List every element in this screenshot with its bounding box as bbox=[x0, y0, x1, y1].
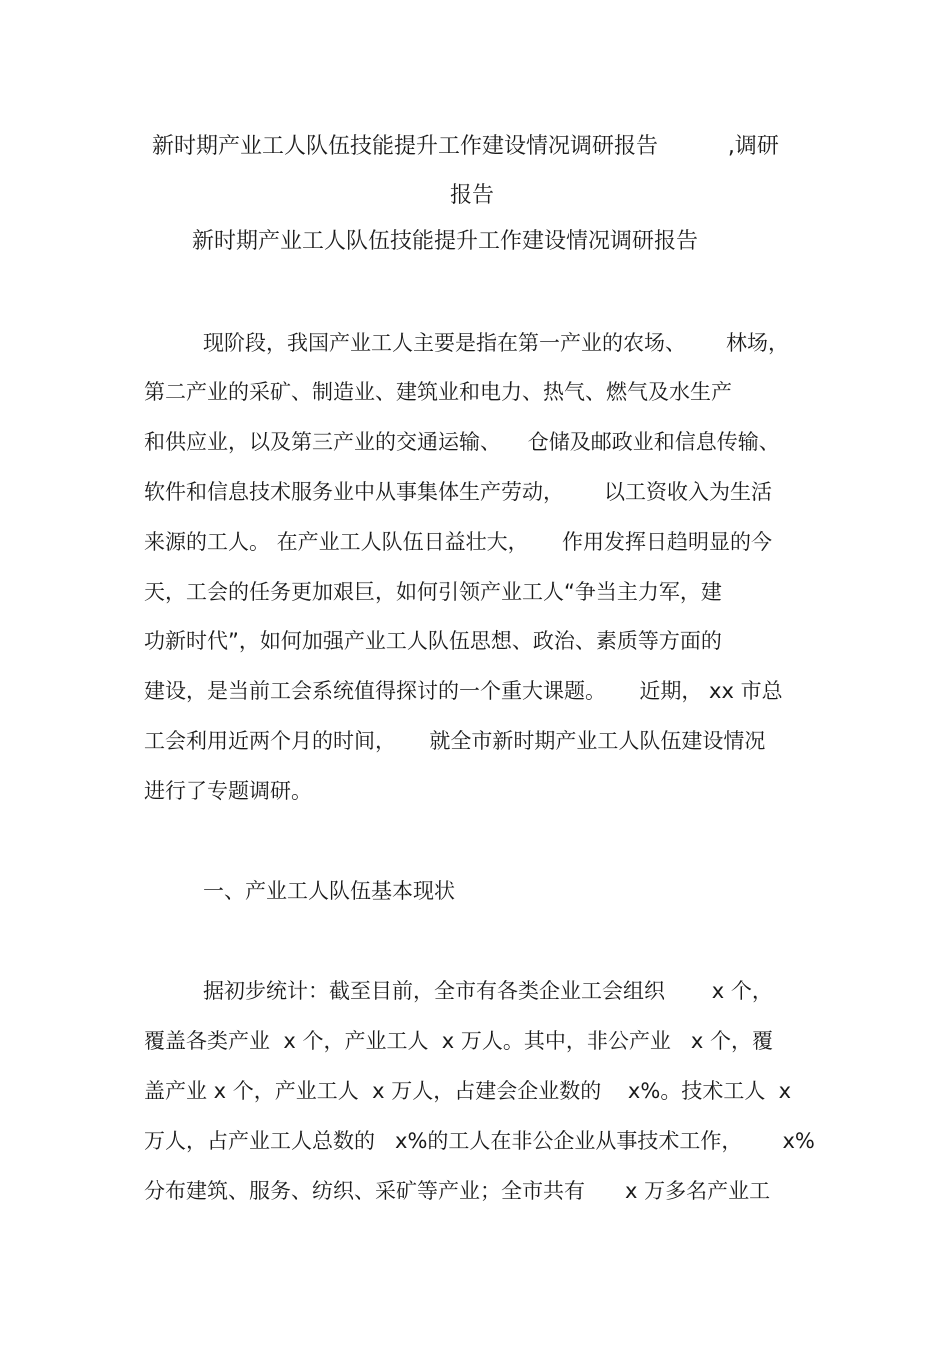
paragraph1-line-5: 来源的工人。 在产业工人队伍日益壮大， 作用发挥日趋明显的今 bbox=[144, 530, 773, 554]
paragraph1-line-9: 工会利用近两个月的时间， 就全市新时期产业工人队伍建设情况 bbox=[144, 729, 766, 753]
paragraph1-line-3: 和供应业，以及第三产业的交通运输、 仓储及邮政业和信息传输、 bbox=[144, 430, 780, 454]
paragraph1-line-2: 第二产业的采矿、制造业、建筑业和电力、热气、燃气及水生产 bbox=[144, 380, 732, 404]
paragraph1-line-6: 天，工会的任务更加艰巨，如何引领产业工人“争当主力军，建 bbox=[144, 580, 722, 604]
subtitle: 新时期产业工人队伍技能提升工作建设情况调研报告 bbox=[192, 229, 699, 254]
paragraph2-line-2: 覆盖各类产业 x 个，产业工人 x 万人。其中，非公产业 x 个，覆 bbox=[144, 1029, 774, 1053]
paragraph1-line-1: 现阶段，我国产业工人主要是指在第一产业的农场、 林场， bbox=[203, 331, 790, 355]
section1-heading: 一、产业工人队伍基本现状 bbox=[203, 879, 455, 903]
paragraph1-line-10: 进行了专题调研。 bbox=[144, 779, 312, 803]
paragraph2-line-5: 分布建筑、服务、纺织、采矿等产业；全市共有 x 万多名产业工 bbox=[144, 1179, 771, 1203]
paragraph1-line-7: 功新时代”，如何加强产业工人队伍思想、政治、素质等方面的 bbox=[144, 629, 722, 653]
paragraph1-line-4: 软件和信息技术服务业中从事集体生产劳动， 以工资收入为生活 bbox=[144, 480, 773, 504]
paragraph2-line-3: 盖产业 x 个，产业工人 x 万人，占建会企业数的 x%。技术工人 x bbox=[144, 1079, 792, 1103]
title-line-2: 报告 bbox=[450, 183, 495, 208]
title-line-1: 新时期产业工人队伍技能提升工作建设情况调研报告 ,调研 bbox=[152, 134, 779, 159]
paragraph2-line-1: 据初步统计：截至目前，全市有各类企业工会组织 x 个， bbox=[203, 979, 773, 1003]
paragraph1-line-8: 建设，是当前工会系统值得探讨的一个重大课题。 近期， xx 市总 bbox=[144, 679, 783, 703]
paragraph2-line-4: 万人，占产业工人总数的 x%的工人在非公企业从事技术工作， x% bbox=[144, 1129, 815, 1153]
